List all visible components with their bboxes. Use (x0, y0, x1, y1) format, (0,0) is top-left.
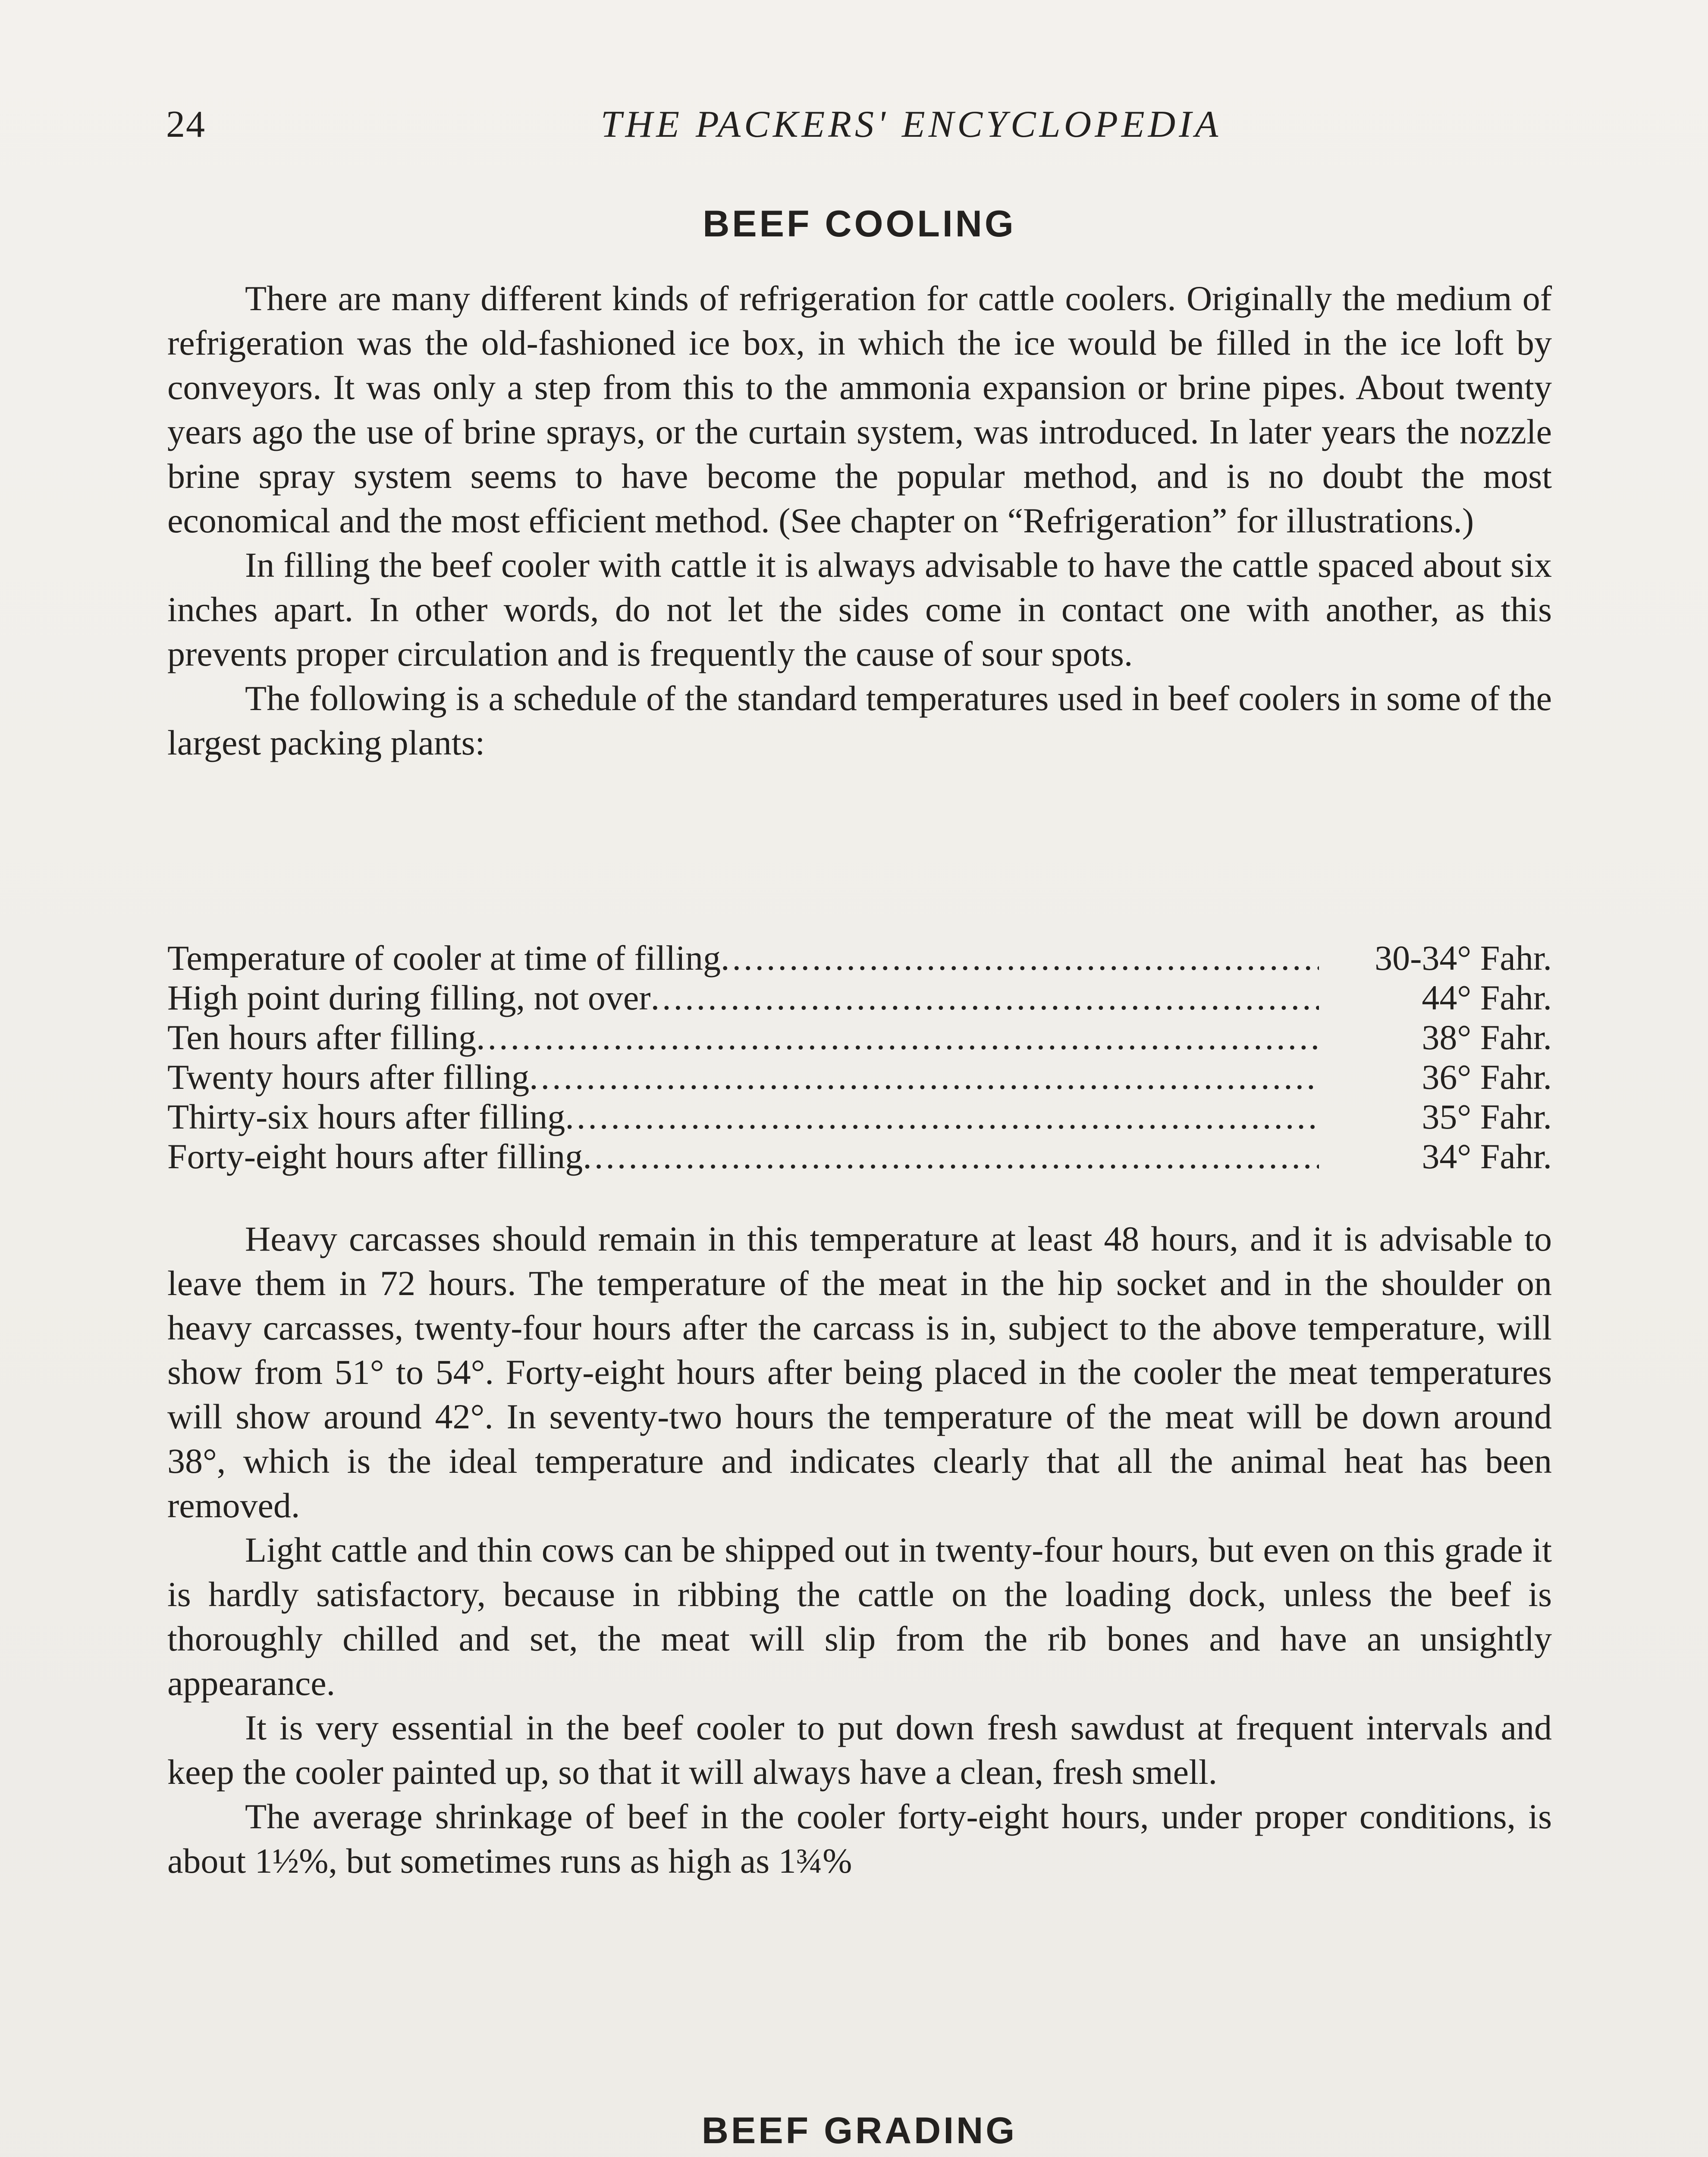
leader-dots (721, 938, 1319, 978)
beef-cooling-intro (167, 276, 1552, 765)
schedule-value: 34° Fahr. (1422, 1137, 1552, 1176)
paragraph-light-cattle: Light cattle and thin cows can be shipped out in twenty-four hours, but even on this grade it is hardly satisfactory, because in ribbing the cattle on the loading dock, unless the beef is thoroughly chilled and set, the meat will slip from the rib bones and have an unsightly appearance. (167, 1530, 1552, 1703)
schedule-row (167, 938, 1552, 978)
paragraph-shrinkage: The average shrinkage of beef in the cooler forty-eight hours, under proper conditions, is about 1½%, but sometimes runs as high as 1¾% (167, 1797, 1552, 1880)
paragraph-refrigeration-types: There are many different kinds of refrigeration for cattle coolers. Originally the medium of refrigeration was the old-fashioned ice box, in which the ice would be filled in the ice loft by conveyors. It was only a step from this to the ammonia expansion or brine pipes. About twenty years ago the use of brine sprays, or the curtain system, was introduced. In later years the nozzle brine spray system seems to have become the popular method, and is no doubt the most economical and the most efficient method. (See chapter on “Refrigeration” for illustrations.) (167, 279, 1552, 540)
schedule-value: 36° Fahr. (1422, 1057, 1552, 1097)
schedule-label: Forty-eight hours after filling (167, 1137, 583, 1176)
schedule-label: Temperature of cooler at time of filling (167, 938, 721, 978)
leader-dots (529, 1057, 1319, 1097)
leader-dots (476, 1018, 1319, 1057)
heading-beef-cooling: BEEF COOLING (703, 203, 1016, 245)
paragraph-sawdust: It is very essential in the beef cooler to put down fresh sawdust at frequent intervals and keep the cooler painted up, so that it will always have a clean, fresh smell. (167, 1708, 1552, 1792)
schedule-label: High point during filling, not over (167, 978, 651, 1017)
schedule-row (167, 1137, 1552, 1176)
heading-beef-grading: BEEF GRADING (701, 2110, 1017, 2151)
beef-cooling-body (167, 1217, 1552, 1883)
schedule-value: 44° Fahr. (1422, 978, 1552, 1017)
schedule-row (167, 1097, 1552, 1137)
running-head (166, 103, 1553, 154)
schedule-row (167, 1057, 1552, 1097)
paragraph-heavy-carcasses: Heavy carcasses should remain in this temperature at least 48 hours, and it is advisable to leave them in 72 hours. The temperature of the meat in the hip socket and in the shoulder on heavy carcasses, twenty-four hours after the carcass is in, subject to the above temperature, will show from 51° to 54°. Forty-eight hours after being placed in the cooler the meat temperatures will show around 42°. In seventy-two hours the temperature of the meat will be down around 38°, which is the ideal temperature and indicates clearly that all the animal heat has been removed. (167, 1219, 1552, 1525)
schedule-row (167, 978, 1552, 1018)
schedule-label: Ten hours after filling (167, 1018, 477, 1057)
schedule-label: Twenty hours after filling (167, 1057, 530, 1097)
schedule-value: 30-34° Fahr. (1375, 938, 1552, 978)
paragraph-cattle-spacing: In filling the beef cooler with cattle it is always advisable to have the cattle spaced about six inches apart. In other words, do not let the sides come in contact one with another, as this prevents proper circulation and is frequently the cause of sour spots. (167, 545, 1552, 673)
schedule-value: 35° Fahr. (1422, 1097, 1552, 1136)
schedule-label: Thirty-six hours after filling (167, 1097, 565, 1136)
paragraph-schedule-intro: The following is a schedule of the standard temperatures used in beef coolers in some of the largest packing plants: (167, 679, 1552, 762)
schedule-row (167, 1018, 1552, 1057)
book-title: THE PACKERS' ENCYCLOPEDIA (600, 104, 1222, 145)
schedule-value: 38° Fahr. (1422, 1018, 1552, 1057)
leader-dots (651, 978, 1319, 1018)
leader-dots (583, 1137, 1319, 1176)
leader-dots (565, 1097, 1319, 1137)
page-number: 24 (166, 104, 206, 145)
temperature-schedule (167, 938, 1552, 1176)
